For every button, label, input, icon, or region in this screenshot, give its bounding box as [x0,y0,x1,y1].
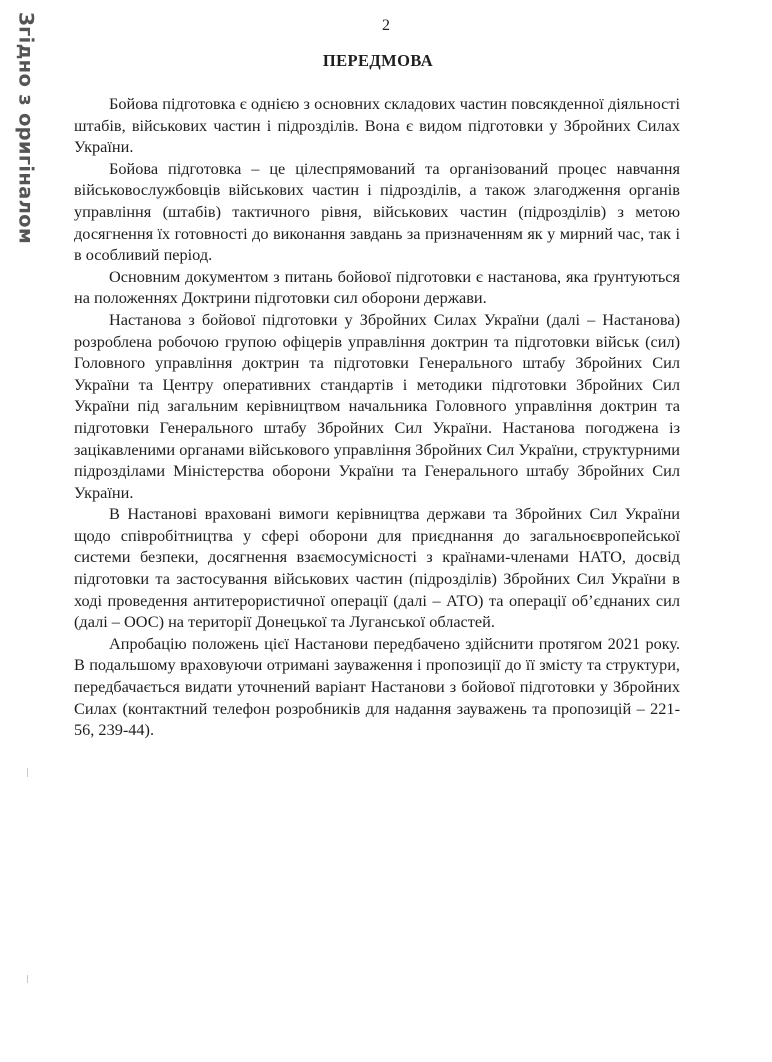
paragraph: Апробацію положень цієї Настанови передбачено здійснити протягом 2021 року. В подальшому враховуючи отримані зауваження і пропозиції до її змісту та структури, передбачається видати уточнений варіант Настанови з бойової підготовки у Збройних Силах (контактний телефон розробників для надання зауважень та пропозицій – 221-56, 239-44). [74,633,680,740]
scan-artifact [27,975,28,983]
scan-artifact [27,768,28,777]
paragraph: Бойова підготовка є однією з основних складових частин повсякденної діяльності штабів, військових частин і підрозділів. Вона є видом підготовки у Збройних Силах України. [74,94,680,157]
stamp-text: Згідно з оригіналом [14,12,38,245]
page-title: ПЕРЕДМОВА [322,51,434,70]
paragraph: Бойова підготовка – це цілеспрямований та організований процес навчання військовослужбовців військових частин і підрозділів, а також злагодження органів управління (штабів) тактичного рівня, військових частин (підрозділів) з метою досягнення їх готовності до виконання завдань за призначенням як у мирний час, так і в особливий період. [74,158,680,265]
paragraph: В Настанові враховані вимоги керівництва держави та Збройних Сил України щодо співробітництва у сфері оборони для приєднання до загальноєвропейської системи безпеки, досягнення взаємосумісності з країнами-членами НАТО, досвід підготовки та застосування військових частин (підрозділів) Збройних Сил України в ході проведення антитерористичної операції (далі – АТО) та операції об’єднаних сил (далі – ООС) на території Донецької та Луганської областей. [74,504,680,632]
page-number: 2 [382,17,390,34]
paragraph: Основним документом з питань бойової підготовки є настанова, яка ґрунтуються на положеннях Доктрини підготовки сил оборони держави. [74,266,680,308]
paragraph: Настанова з бойової підготовки у Збройних Силах України (далі – Настанова) розроблена робочою групою офіцерів управління доктрин та підготовки військ (сил) Головного управління доктрин та підготовки Генерального штабу Збройних Сил України та Центру оперативних стандартів і методики підготовки Збройних Сил України під загальним керівництвом начальника Головного управління доктрин та підготовки Генерального штабу Збройних Сил України. Настанова погоджена із зацікавленими органами військового управління Збройних Сил України, структурними підрозділами Міністерства оборони України та Генерального штабу Збройних Сил України. [74,309,680,502]
body-text [74,93,680,741]
